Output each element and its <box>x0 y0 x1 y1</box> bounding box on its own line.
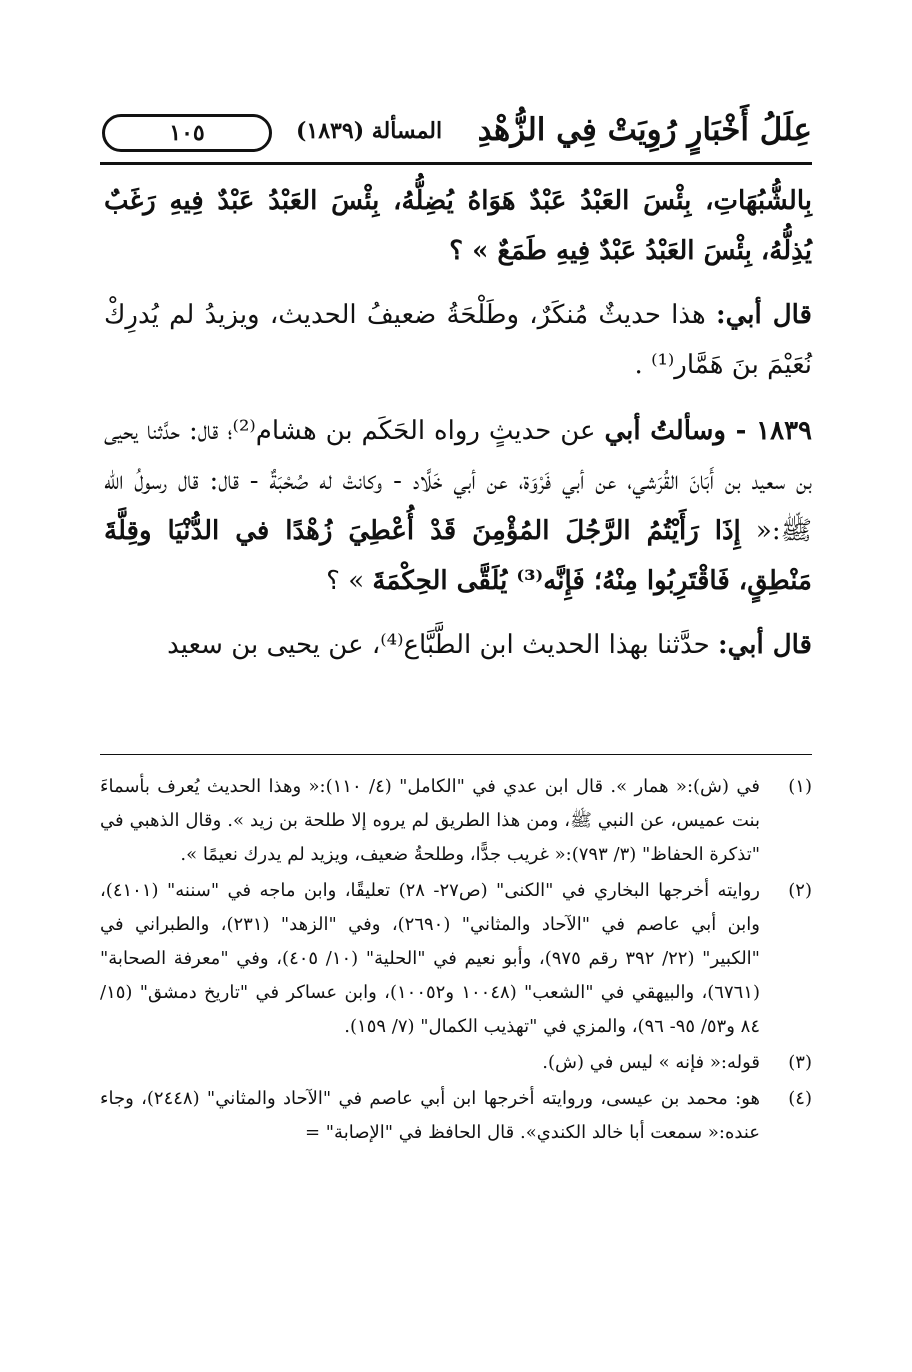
footnote <box>100 874 812 1044</box>
issue-label: المسألة (١٨٣٩) <box>296 118 443 144</box>
speaker-lead-2: قال أبي: <box>717 630 812 660</box>
issue-1839-paragraph <box>104 406 812 606</box>
footnote-marker: (٤) <box>788 1088 812 1109</box>
footnote-marker: (٢) <box>788 880 812 901</box>
hadith-continuation: بِالشُّبُهَاتِ، بِئْسَ العَبْدُ عَبْدٌ هَوَاهُ يُضِلُّهُ، بِئْسَ العَبْدُ عَبْدٌ فِيهِ رَغَبٌ يُذِلُّهُ، بِئْسَ العَبْدُ عَبْدٌ فِيهِ طَمَعٌ » ؟ <box>104 186 812 266</box>
footnote-marker: (٣) <box>788 1052 812 1073</box>
footnote-text: هو: محمد بن عيسى، وروايته أخرجها ابن أبي عاصم في "الآحاد والمثاني" (٢٤٤٨)، وجاء عنده:« سمعت أبا خالد الكندي». قال الحافظ في "الإصابة" = <box>100 1088 760 1143</box>
isnad-text: عن حديثٍ رواه الحَكَم بن هشام⁽²⁾؛ قال: حدَّثنا يحيى بن سعيد بن أَبَانَ القُرَشي، عن أبي فَرْوَة، عن أبي خَلَّاد - وكانتْ له صُحْبَةٌ - قال: قال رسولُ الله ﷺ:« <box>104 416 812 546</box>
quote-end: » ؟ <box>326 566 373 596</box>
footnote <box>100 1046 812 1080</box>
footnote-text: قوله:« فإنه » ليس في (ش). <box>542 1052 760 1073</box>
header-rule <box>100 162 812 165</box>
page-number: ١٠٥ <box>102 114 272 152</box>
issue-lead: ١٨٣٩ - وسألتُ أبي <box>604 416 812 446</box>
running-title: عِلَلُ أَخْبَارٍ رُوِيَتْ فِي الزُّهْدِ <box>477 112 812 148</box>
page-header <box>100 106 812 168</box>
commentary-paragraph <box>104 290 812 390</box>
footnote-text: روايته أخرجها البخاري في "الكنى" (ص٢٧- ٢٨) تعليقًا، وابن ماجه في "سننه" (٤١٠١)، وابن أبي عاصم في "الآحاد والمثاني" (٢٦٩٠)، وفي "الزهد" (٢٣١)، والطبراني في "الكبير" (٢٢/ ٣٩٢ رقم ٩٧٥)، وأبو نعيم في "الحلية" (١٠/ ٤٠٥)، وفي "معرفة الصحابة" (٦٧٦١)، والبيهقي في "الشعب" (١٠٠٤٨ و١٠٠٥٢)، وابن عساكر في "تاريخ دمشق" (١٥/ ٨٤ و٥٣/ ٩٥- ٩٦)، والمزي في "تهذيب الكمال" (٧/ ١٥٩). <box>100 880 760 1037</box>
footnote-rule <box>100 754 812 755</box>
footnotes <box>100 770 812 1152</box>
footnote-marker: (١) <box>788 776 812 797</box>
footnote <box>100 770 812 872</box>
answer-paragraph <box>104 620 812 670</box>
speaker-lead: قال أبي: <box>715 300 812 330</box>
footnote <box>100 1082 812 1150</box>
footnote-text: في (ش):« همار ». قال ابن عدي في "الكامل" (٤/ ١١٠):« وهذا الحديث يُعرف بأسماءَ بنت عميس، عن النبي ﷺ، ومن هذا الطريق لم يروه إلا طلحة بن زيد ». وقال الذهبي في "تذكرة الحفاظ" (٣/ ٧٩٣):« غريب جدًّا، وطلحةُ ضعيف، ويزيد لم يدرك نعيمًا ». <box>100 776 760 865</box>
commentary-text: هذا حديثٌ مُنكَرٌ، وطَلْحَةُ ضعيفُ الحديث، ويزيدُ لم يُدرِكْ نُعَيْمَ بنَ هَمَّار⁽¹⁾ . <box>104 300 812 380</box>
answer-text: حدَّثنا بهذا الحديث ابن الطَّبَّاع⁽⁴⁾، عن يحيى بن سعيد <box>167 630 718 660</box>
hadith-quote: إِذَا رَأَيْتُمُ الرَّجُلَ المُؤْمِنَ قَدْ أُعْطِيَ زُهْدًا في الدُّنْيَا وقِلَّةَ مَنْطِقٍ، فَاقْتَرِبُوا مِنْهُ؛ فَإِنَّه⁽³⁾ يُلَقَّى الحِكْمَةَ <box>104 516 812 596</box>
main-text <box>104 176 812 684</box>
